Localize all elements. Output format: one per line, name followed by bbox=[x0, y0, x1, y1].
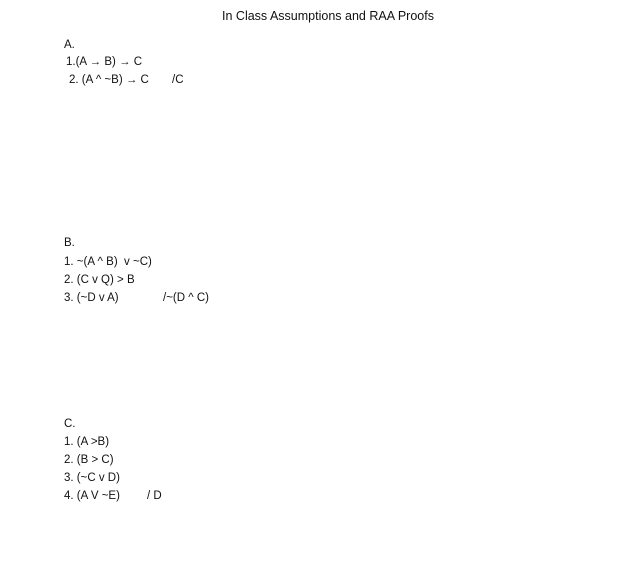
premise: 3. (~C v D) bbox=[64, 472, 120, 484]
premise: 1.(A → B) → C bbox=[66, 56, 143, 68]
conclusion: /~(D ^ C) bbox=[163, 292, 209, 304]
premise: 1. (A >B) bbox=[64, 436, 110, 448]
premise: 2. (B > C) bbox=[64, 454, 114, 466]
document-title: In Class Assumptions and RAA Proofs bbox=[222, 9, 434, 23]
section-label: B. bbox=[64, 237, 75, 249]
premise: 2. (A ^ ~B) → C bbox=[69, 74, 149, 86]
section-label: C. bbox=[64, 418, 76, 430]
conclusion: /C bbox=[172, 74, 184, 86]
premise: 3. (~D v A) bbox=[64, 292, 119, 304]
premise: 2. (C v Q) > B bbox=[64, 274, 135, 286]
premise: 1. ~(A ^ B) v ~C) bbox=[64, 256, 152, 268]
section-label: A. bbox=[64, 39, 75, 51]
conclusion: / D bbox=[147, 490, 162, 502]
premise: 4. (A V ~E) bbox=[64, 490, 120, 502]
